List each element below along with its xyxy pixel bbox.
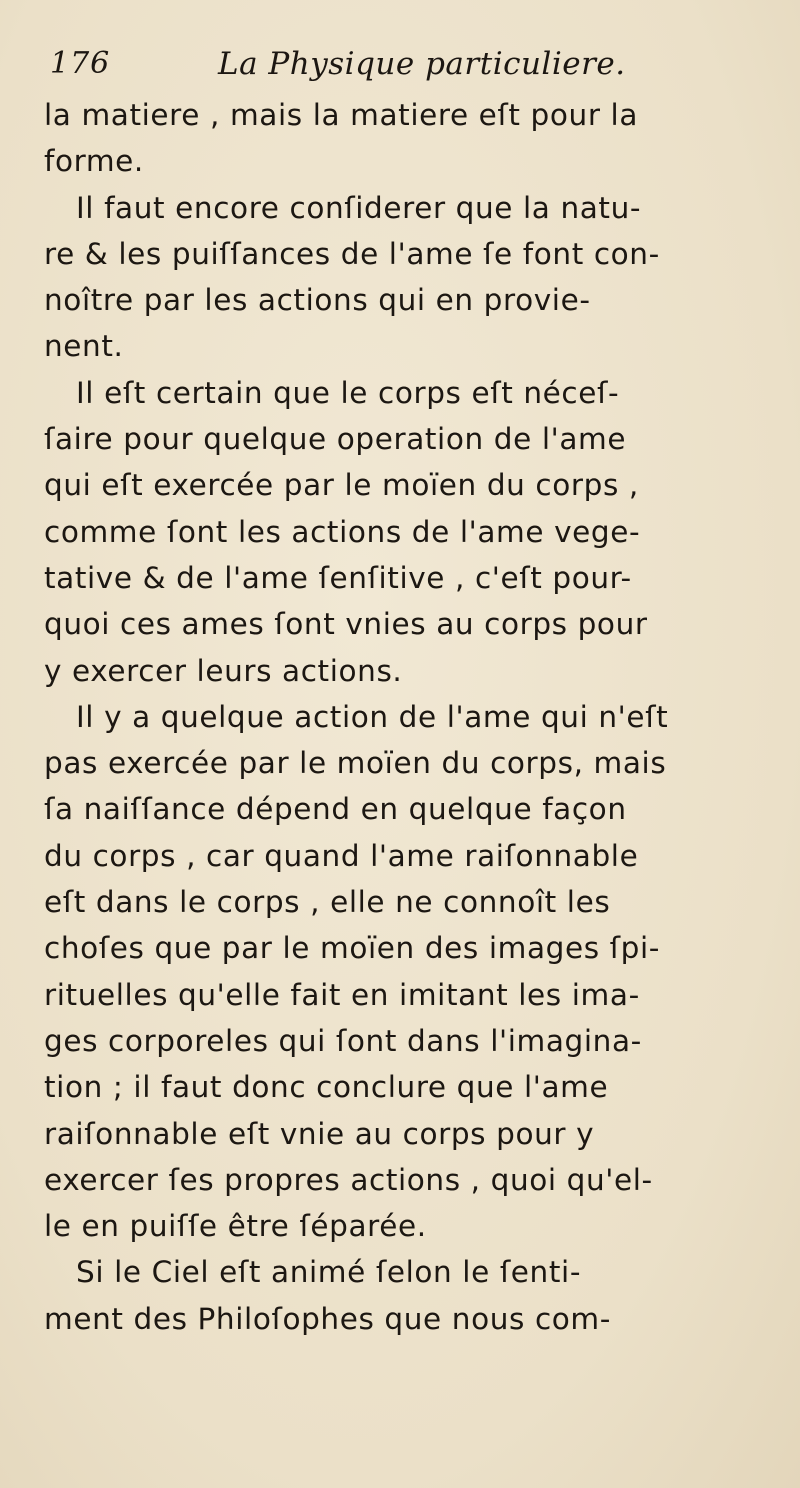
text-line: quoi ces ames ſont vnies au corps pour: [44, 607, 648, 642]
text-line: tative & de l'ame ſenſitive , c'eſt pour-: [44, 560, 632, 595]
page-header: [50, 42, 770, 98]
text-line: le en puiſſe être ſéparée.: [44, 1209, 427, 1244]
text-line: forme.: [44, 144, 144, 179]
text-line: comme ſont les actions de l'ame vege-: [44, 514, 641, 549]
text-line: la matiere , mais la matiere eſt pour la: [44, 98, 639, 132]
text-line: rituelles qu'elle fait en imitant les ima-: [44, 977, 640, 1012]
body-text: [44, 92, 774, 1342]
text-line: ſa naiſſance dépend en quelque façon: [44, 792, 627, 827]
text-line: pas exercée par le moïen du corps, mais: [44, 746, 667, 781]
text-line: y exercer leurs actions.: [44, 653, 403, 688]
text-line: Il y a quelque action de l'ame qui n'eſt: [76, 699, 669, 734]
text-line: eſt dans le corps , elle ne connoît les: [44, 885, 611, 920]
text-line: du corps , car quand l'ame raiſonnable: [44, 838, 639, 873]
page-number: 176: [50, 46, 111, 81]
text-line: ſaire pour quelque operation de l'ame: [44, 422, 627, 457]
text-line: Si le Ciel eſt animé ſelon le ſenti-: [76, 1255, 582, 1290]
text-line: qui eſt exercée par le moïen du corps ,: [44, 468, 639, 503]
text-line: noître par les actions qui en provie-: [44, 283, 591, 318]
text-line: ment des Philoſophes que nous com-: [44, 1301, 612, 1336]
text-line: choſes que par le moïen des images ſpi-: [44, 931, 661, 966]
text-line: Il eſt certain que le corps eſt néceſ-: [76, 375, 620, 410]
text-line: ges corporeles qui ſont dans l'imagina-: [44, 1023, 642, 1058]
text-line: nent.: [44, 329, 124, 364]
text-line: re & les puiſſances de l'ame ſe font con-: [44, 236, 660, 271]
text-line: tion ; il faut donc conclure que l'ame: [44, 1070, 609, 1105]
text-line: raiſonnable eſt vnie au corps pour y: [44, 1116, 595, 1151]
running-title: La Physique particuliere.: [218, 46, 626, 82]
text-line: exercer ſes propres actions , quoi qu'el-: [44, 1162, 653, 1197]
text-line: Il faut encore conſiderer que la natu-: [76, 190, 642, 225]
